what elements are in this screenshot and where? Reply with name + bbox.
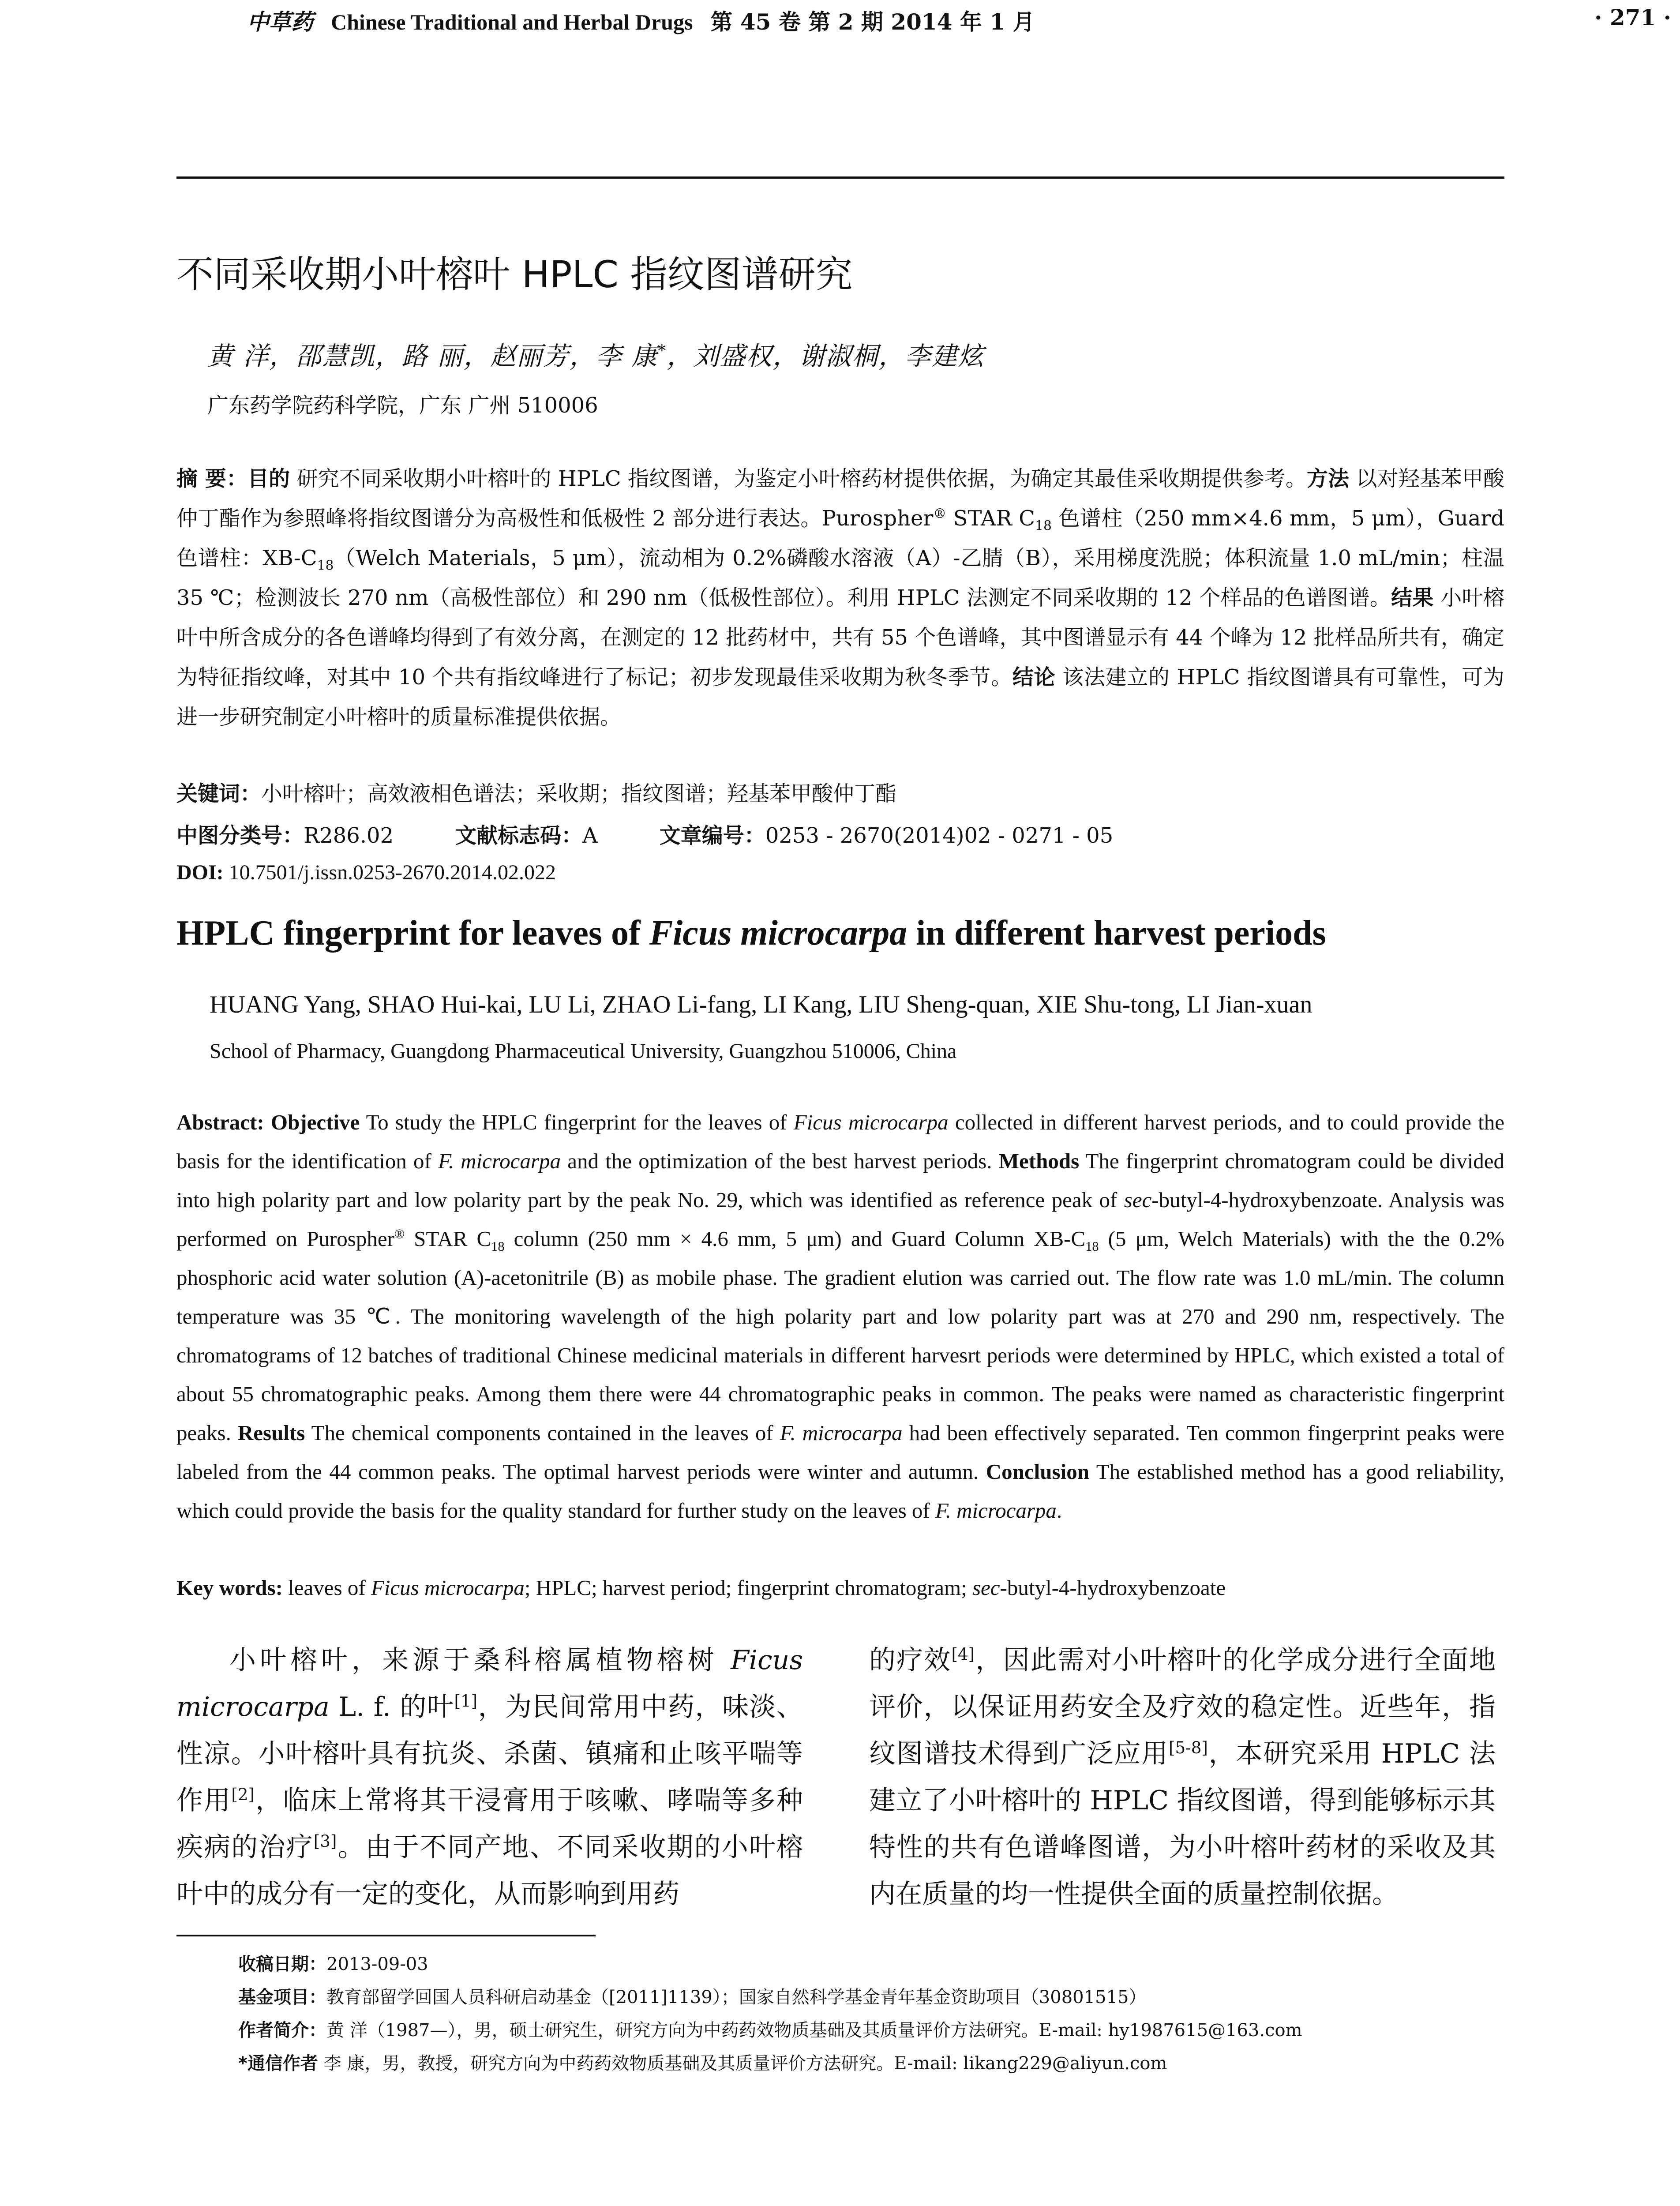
- footnote-received: [238, 1950, 428, 1975]
- journal-issue: 第 45 卷 第 2 期 2014 年 1 月: [710, 9, 1035, 35]
- methods-label: 方法: [1306, 466, 1350, 491]
- methods-text: (5 μm, Welch Materials) with the the 0.2% phosphoric acid water solution (A)-acetonitrile (B) as mobile phase. The gradient elution was carried out. The flow rate was 1.0 mL/min. The column temperature was 35 ℃. The monitoring wavelength of the high polarity part and low polarity part was at 270 and 290 nm, respectively. The chromatograms of 12 batches of traditional Chinese medicinal materials in different harvesrt periods were determined by HPLC, which existed a total of about 55 chromatographic peaks. Among them there were 44 chromatographic peaks in common. The peaks were named as characteristic fingerprint peaks.: [176, 1227, 1504, 1445]
- journal-logo: 中草药: [247, 9, 313, 35]
- corresponding-mark: *: [658, 341, 667, 360]
- body-text: ，本研究采用 HPLC 法建立了小叶榕叶的 HPLC 指纹图谱，得到能够标示其特性的共有色谱峰图谱，为小叶榕叶药材的采收及其内在质量的均一性提供全面的质量控制依据。: [869, 1738, 1496, 1910]
- title-species: Ficus microcarpa: [649, 914, 908, 953]
- methods-label: Methods: [998, 1149, 1080, 1173]
- body-column-left: [176, 1637, 803, 1917]
- body-column-right: [869, 1637, 1496, 1917]
- conclusion-label: 结论: [1012, 665, 1056, 690]
- subscript: 18: [317, 558, 334, 574]
- keywords-text: leaves of: [282, 1576, 371, 1600]
- chinese-authors: [207, 335, 984, 372]
- keywords-label: Key words:: [176, 1576, 283, 1600]
- species-name: F. microcarpa: [780, 1421, 903, 1445]
- body-text: ，为民间常用中药，味淡、性凉。小叶榕叶具有抗炎、杀菌、镇痛和止咳平喘等作用: [176, 1692, 803, 1816]
- species-name: F. microcarpa: [935, 1498, 1057, 1523]
- doc-code-value: A: [582, 823, 598, 848]
- classification-line: [176, 818, 1113, 849]
- keywords-text: ; HPLC; harvest period; fingerprint chromatogram;: [524, 1576, 972, 1600]
- body-text: 小叶榕叶，来源于桑科榕属植物榕树: [229, 1645, 731, 1676]
- objective-label: 目的: [248, 466, 290, 491]
- results-text: The chemical components contained in the leaves of: [305, 1421, 780, 1445]
- methods-text: -butyl-4-hydroxybenzoate. Analysis was performed on Purospher: [176, 1188, 1505, 1251]
- footnote-label: 基金项目：: [238, 1987, 326, 2007]
- doc-code-label: 文献标志码：: [455, 823, 583, 848]
- footnote-label: 作者简介：: [238, 2020, 326, 2041]
- citation-ref[interactable]: [5-8]: [1168, 1738, 1208, 1757]
- body-text: 。由于不同产地、不同采收期的小叶榕叶中的成分有一定的变化，从而影响到用药: [176, 1832, 803, 1910]
- authors-text-rest: ，刘盛权，谢淑桐，李建炫: [667, 341, 985, 371]
- article-no-value: 0253 - 2670(2014)02 - 0271 - 05: [765, 823, 1114, 848]
- footnote-text: 教育部留学回国人员科研启动基金（[2011]1139）；国家自然科学基金青年基金资助项目（30801515）: [326, 1987, 1147, 2007]
- chinese-affiliation: 广东药学院药科学院，广东 广州 510006: [207, 393, 598, 418]
- body-text: L. f. 的叶: [329, 1692, 454, 1722]
- footnote-text: 李 康，男，教授，研究方向为中药药效物质基础及其质量评价方法研究。E-mail: likang229@aliyun.com: [318, 2053, 1167, 2074]
- body-text: 的疗效: [869, 1645, 952, 1676]
- conclusion-text: The established method has a good reliability, which could provide the basis for the quality standard for further study on the leaves of: [176, 1459, 1504, 1523]
- methods-text: STAR C: [946, 506, 1035, 531]
- methods-text: column (250 mm × 4.6 mm, 5 μm) and Guard Column XB-C: [504, 1227, 1086, 1251]
- doi-label: DOI:: [176, 861, 224, 884]
- authors-text: 黄 洋，邵慧凯，路 丽，赵丽芳，李 康: [207, 341, 658, 371]
- doi-line: [176, 860, 556, 885]
- chinese-title: 不同采收期小叶榕叶 HPLC 指纹图谱研究: [176, 253, 853, 296]
- results-text: had been effectively separated. Ten common fingerprint peaks were labeled from the 44 common peaks. The optimal harvest periods were winter and autumn.: [176, 1421, 1505, 1484]
- chinese-abstract: [176, 459, 1504, 737]
- citation-ref[interactable]: [3]: [313, 1831, 337, 1851]
- subscript: 18: [491, 1238, 505, 1254]
- page-number: · 271 ·: [1594, 4, 1671, 30]
- species-name: F. microcarpa: [438, 1149, 561, 1173]
- sec-prefix: sec: [972, 1576, 1000, 1600]
- footnote-text: 黄 洋（1987—），男，硕士研究生，研究方向为中药药效物质基础及其质量评价方法研究。E-mail: hy1987615@163.com: [326, 2020, 1302, 2041]
- methods-text: 以对羟基苯甲酸仲丁酯作为参照峰将指纹图谱分为高极性和低极性 2 部分进行表达。Purospher: [176, 466, 1504, 531]
- results-text: 小叶榕叶中所含成分的各色谱峰均得到了有效分离，在测定的 12 批药材中，共有 55 个色谱峰，其中图谱显示有 44 个峰为 12 批样品所共有，确定为特征指纹峰，对其中 10 个共有指纹峰进行了标记；初步发现最佳采收期为秋冬季节。: [176, 585, 1504, 690]
- citation-ref[interactable]: [2]: [231, 1785, 255, 1804]
- body-text: ，因此需对小叶榕叶的化学成分进行全面地评价，以保证用药安全及疗效的稳定性。近些年，指纹图谱技术得到广泛应用: [869, 1645, 1496, 1769]
- english-affiliation: School of Pharmacy, Guangdong Pharmaceutical University, Guangzhou 510006, China: [210, 1039, 957, 1063]
- footnote-label: *通信作者: [238, 2053, 318, 2074]
- clc-label: 中图分类号：: [176, 823, 304, 848]
- species-name: Ficus microcarpa: [176, 1645, 803, 1722]
- abstract-label: Abstract: Objective: [176, 1110, 360, 1134]
- english-title: [176, 913, 1326, 953]
- title-text: in different harvest periods: [907, 914, 1326, 953]
- sec-prefix: sec: [1124, 1188, 1152, 1212]
- species-name: Ficus microcarpa: [793, 1110, 949, 1134]
- objective-text: 研究不同采收期小叶榕叶的 HPLC 指纹图谱，为鉴定小叶榕药材提供依据，为确定其最佳采收期提供参考。: [290, 466, 1307, 491]
- keywords-text: 小叶榕叶；高效液相色谱法；采收期；指纹图谱；羟基苯甲酸仲丁酯: [261, 781, 897, 806]
- title-text: HPLC fingerprint for leaves of: [176, 914, 649, 953]
- methods-text: （Welch Materials，5 μm），流动相为 0.2%磷酸水溶液（A）-乙腈（B），采用梯度洗脱；体积流量 1.0 mL/min；柱温 35 ℃；检测波长 270 nm（高极性部位）和 290 nm（低极性部位）。利用 HPLC 法测定不同采收期的 12 个样品的色谱图谱。: [176, 546, 1504, 610]
- keywords-text: -butyl-4-hydroxybenzoate: [1000, 1576, 1226, 1600]
- journal-name: Chinese Traditional and Herbal Drugs: [331, 10, 693, 34]
- subscript: 18: [1085, 1238, 1099, 1254]
- running-header: [247, 4, 1035, 36]
- article-no-label: 文章编号：: [659, 823, 765, 848]
- footnote-rule: [176, 1935, 596, 1936]
- subscript: 18: [1035, 518, 1052, 534]
- keywords-label: 关键词：: [176, 781, 262, 806]
- english-keywords: [176, 1575, 1226, 1600]
- footnote-label: 收稿日期：: [238, 1954, 326, 1974]
- clc-value: R286.02: [304, 823, 394, 848]
- objective-text: and the optimization of the best harvest periods.: [560, 1149, 992, 1173]
- objective-text: collected in different harvest periods, and to could provide the basis for the identification of: [176, 1110, 1504, 1173]
- citation-ref[interactable]: [1]: [454, 1691, 478, 1711]
- results-label: Results: [237, 1421, 305, 1445]
- methods-text: 色谱柱（250 mm×4.6 mm，5 μm），Guard 色谱柱：XB-C: [176, 506, 1504, 570]
- doi-value: 10.7501/j.issn.0253-2670.2014.02.022: [223, 861, 556, 884]
- citation-ref[interactable]: [4]: [951, 1644, 975, 1664]
- species-name: Ficus microcarpa: [371, 1576, 525, 1600]
- results-label: 结果: [1391, 585, 1434, 610]
- registered-mark: ®: [933, 506, 947, 521]
- conclusion-text: .: [1056, 1498, 1062, 1523]
- footnote-author: [238, 2016, 1302, 2041]
- registered-mark: ®: [394, 1226, 405, 1242]
- footnote-fund: [238, 1983, 1146, 2008]
- objective-text: To study the HPLC fingerprint for the leaves of: [360, 1110, 794, 1134]
- conclusion-text: 该法建立的 HPLC 指纹图谱具有可靠性，可为进一步研究制定小叶榕叶的质量标准提供依据。: [176, 665, 1504, 729]
- abstract-label: 摘 要：: [176, 466, 248, 491]
- conclusion-label: Conclusion: [986, 1459, 1089, 1484]
- english-abstract: [176, 1103, 1504, 1530]
- header-rule: [176, 176, 1504, 179]
- chinese-keywords: [176, 777, 896, 807]
- english-authors: HUANG Yang, SHAO Hui-kai, LU Li, ZHAO Li-fang, LI Kang, LIU Sheng-quan, XIE Shu-tong, LI Jian-xuan: [210, 991, 1312, 1018]
- footnote-text: 2013-09-03: [326, 1954, 428, 1974]
- methods-text: The fingerprint chromatogram could be divided into high polarity part and low polarity part by the peak No. 29, which was identified as reference peak of: [176, 1149, 1505, 1212]
- footnote-corresponding: [238, 2049, 1167, 2075]
- methods-text: STAR C: [405, 1227, 491, 1251]
- body-text: ，临床上常将其干浸膏用于咳嗽、哮喘等多种疾病的治疗: [176, 1785, 803, 1863]
